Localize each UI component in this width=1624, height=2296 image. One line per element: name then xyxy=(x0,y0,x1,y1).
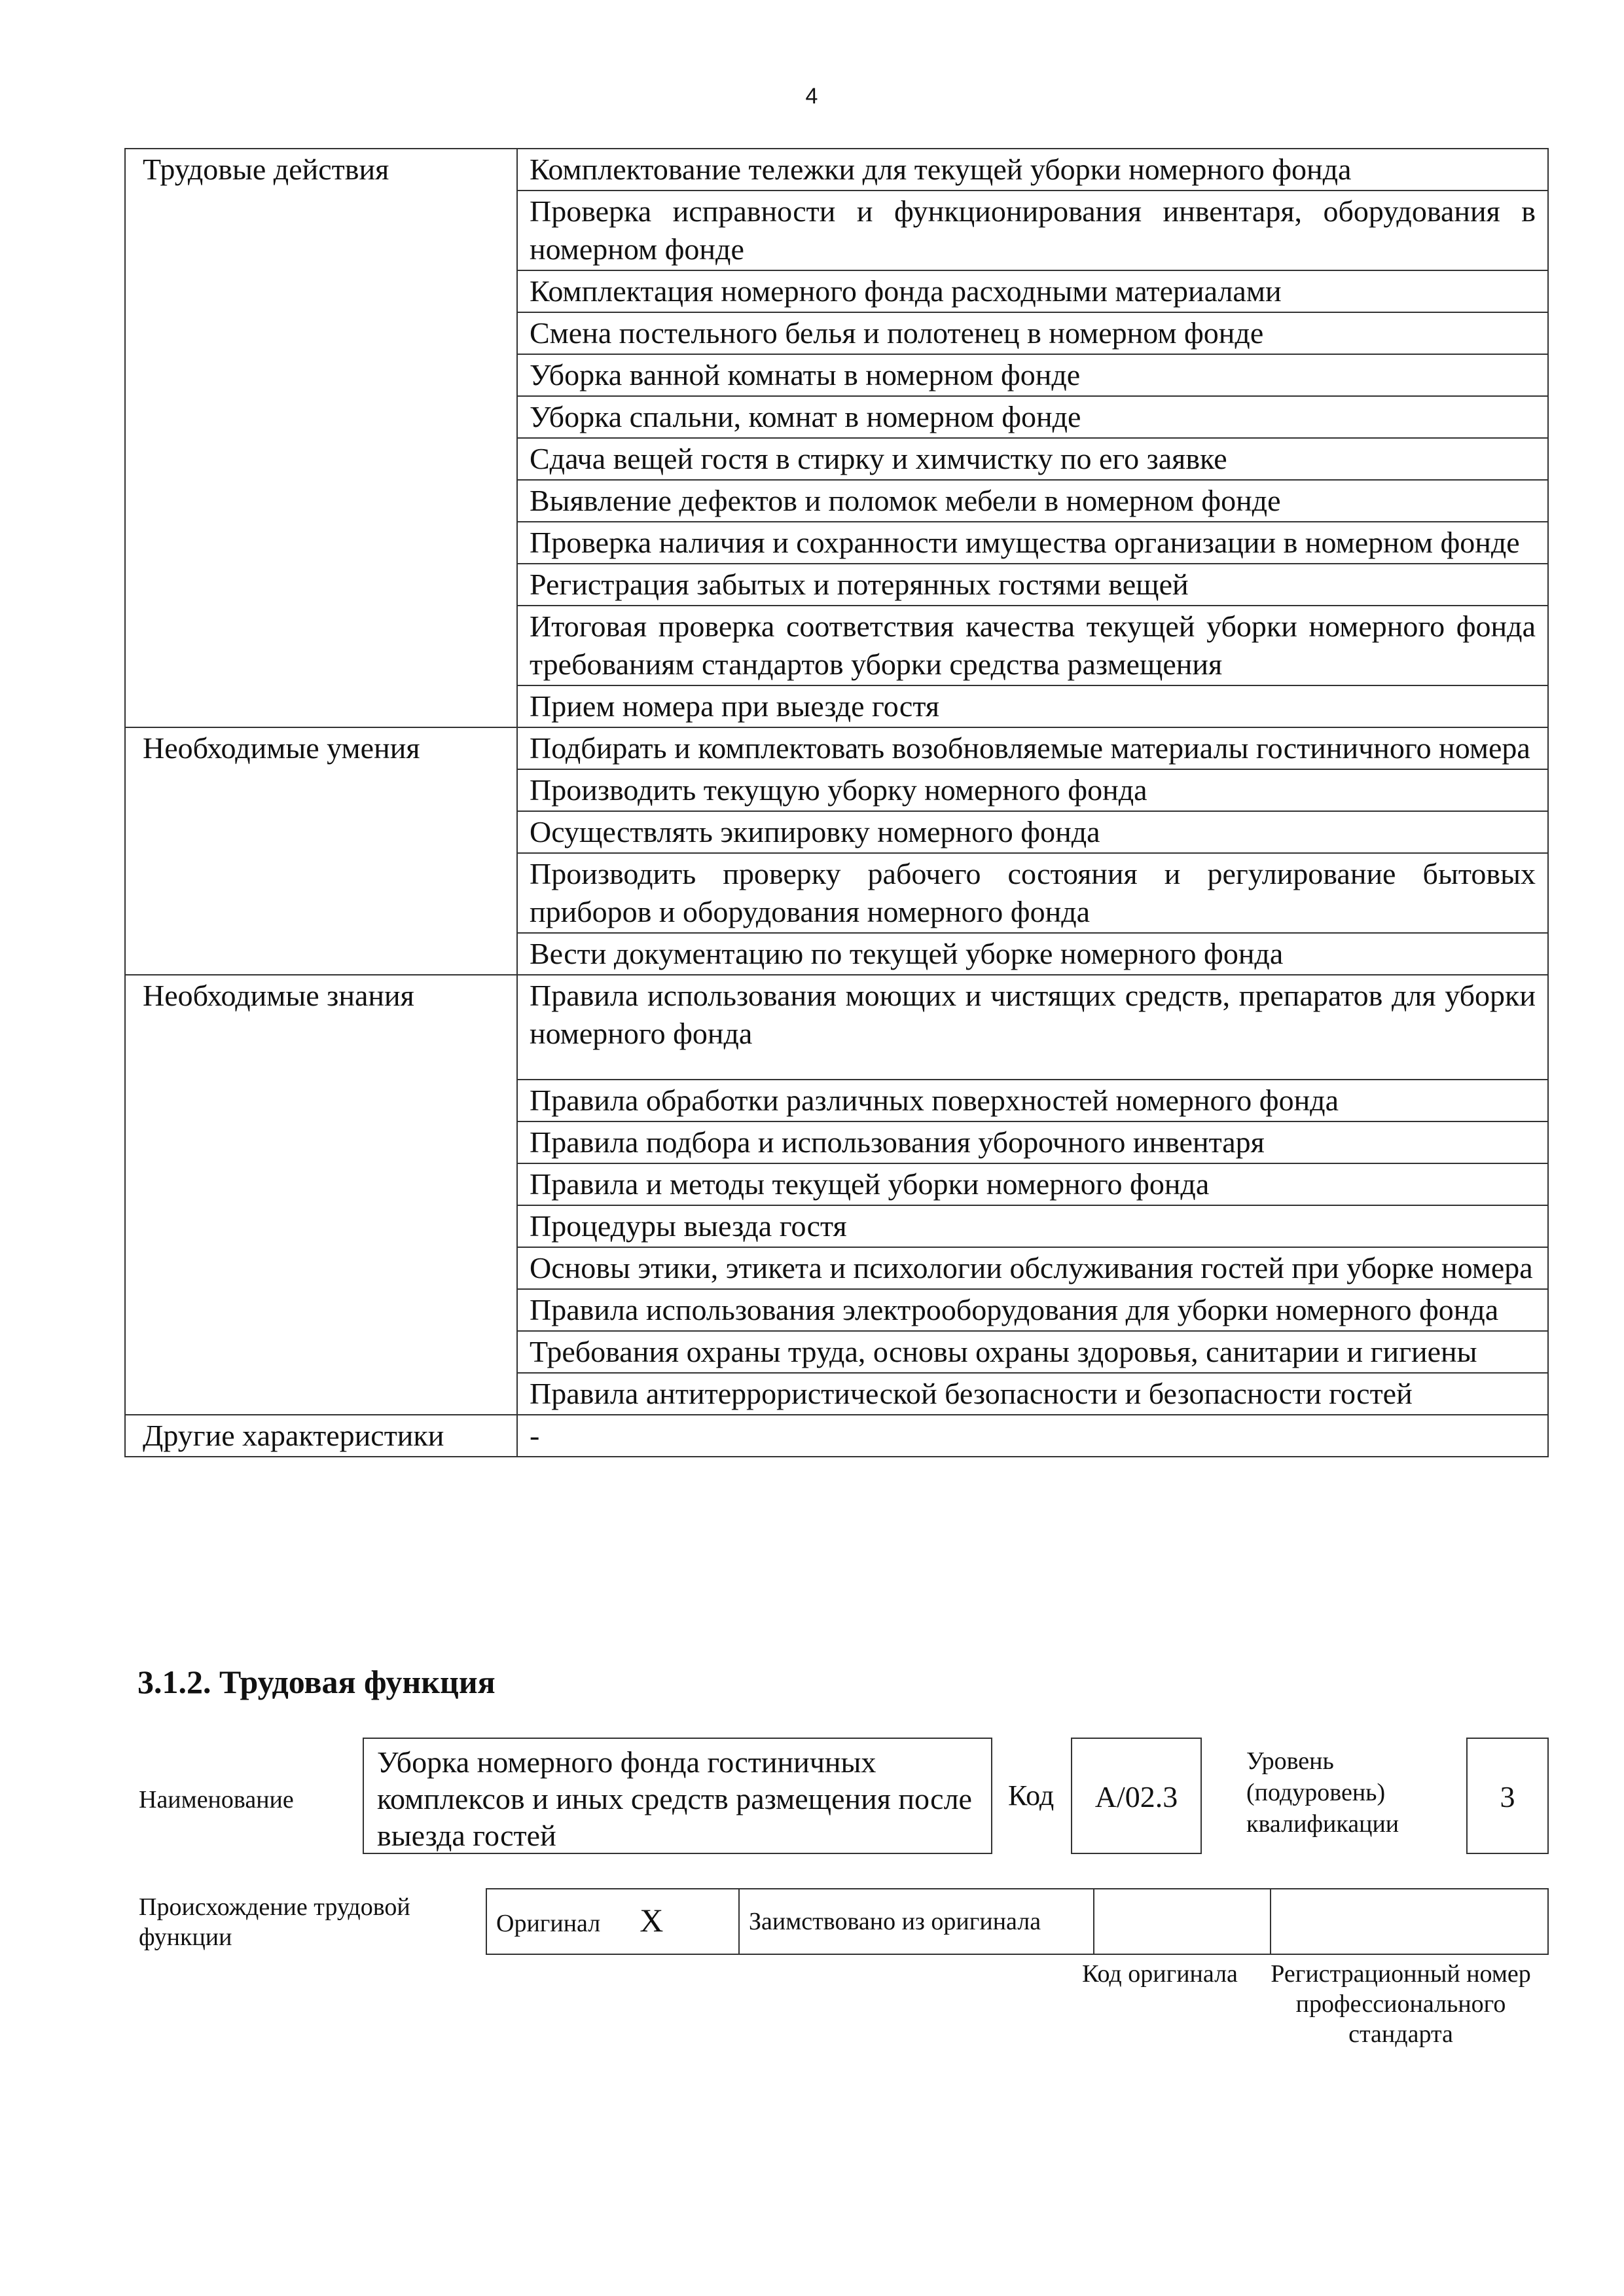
function-name-box: Уборка номерного фонда гостиничных комплексов и иных средств размещения после выезда гостей xyxy=(363,1738,992,1854)
description-cell: - xyxy=(517,1415,1548,1457)
description-cell: Правила использования электрооборудования для уборки номерного фонда xyxy=(517,1289,1548,1331)
qualification-level-box: 3 xyxy=(1466,1738,1549,1854)
description-cell: Производить текущую уборку номерного фонда xyxy=(517,769,1548,811)
description-cell: Уборка спальни, комнат в номерном фонде xyxy=(517,396,1548,438)
description-cell: Итоговая проверка соответствия качества текущей уборки номерного фонда требованиям стандартов уборки средства размещения xyxy=(517,606,1548,685)
description-cell: Правила антитеррористической безопасности и безопасности гостей xyxy=(517,1373,1548,1415)
description-cell: Осуществлять экипировку номерного фонда xyxy=(517,811,1548,853)
description-cell: Регистрация забытых и потерянных гостями вещей xyxy=(517,564,1548,606)
category-cell: Необходимые знания xyxy=(125,975,517,1415)
description-cell: Правила обработки различных поверхностей номерного фонда xyxy=(517,1080,1548,1121)
description-cell: Выявление дефектов и поломок мебели в номерном фонде xyxy=(517,480,1548,522)
description-cell: Вести документацию по текущей уборке номерного фонда xyxy=(517,933,1548,975)
description-cell: Проверка исправности и функционирования инвентаря, оборудования в номерном фонде xyxy=(517,191,1548,270)
origin-table xyxy=(486,1888,1549,1955)
description-cell: Правила подбора и использования уборочного инвентаря xyxy=(517,1121,1548,1163)
category-cell: Необходимые умения xyxy=(125,727,517,975)
description-cell: Сдача вещей гостя в стирку и химчистку по его заявке xyxy=(517,438,1548,480)
description-cell: Правила использования моющих и чистящих средств, препаратов для уборки номерного фонда xyxy=(517,975,1548,1080)
description-cell: Уборка ванной комнаты в номерном фонде xyxy=(517,354,1548,396)
function-name-label: Наименование xyxy=(139,1786,294,1813)
origin-label: Происхождение трудовой функции xyxy=(139,1893,410,1951)
page-number: 4 xyxy=(805,84,818,109)
description-cell: Комплектование тележки для текущей уборки номерного фонда xyxy=(517,149,1548,191)
description-cell: Требования охраны труда, основы охраны здоровья, санитарии и гигиены xyxy=(517,1331,1548,1373)
origin-code-cell xyxy=(1094,1889,1271,1954)
description-cell: Подбирать и комплектовать возобновляемые материалы гостиничного номера xyxy=(517,727,1548,769)
code-value-box: A/02.3 xyxy=(1071,1738,1202,1854)
section-title: 3.1.2. Трудовая функция xyxy=(137,1664,496,1700)
description-cell: Процедуры выезда гостя xyxy=(517,1205,1548,1247)
table-row xyxy=(125,975,1548,1080)
table-row xyxy=(125,727,1548,769)
description-cell: Комплектация номерного фонда расходными материалами xyxy=(517,270,1548,312)
qualification-level-label: Уровень (подуровень) квалификации xyxy=(1246,1747,1399,1838)
origin-reg-number-cell xyxy=(1271,1889,1548,1954)
table-row xyxy=(125,149,1548,191)
description-cell: Производить проверку рабочего состояния и регулирование бытовых приборов и оборудования номерного фонда xyxy=(517,853,1548,933)
category-cell: Другие характеристики xyxy=(125,1415,517,1457)
category-cell: Трудовые действия xyxy=(125,149,517,727)
table-row xyxy=(125,1415,1548,1457)
code-label: Код xyxy=(1008,1779,1055,1812)
caption-reg-number: Регистрационный номер профессионального стандарта xyxy=(1271,1960,1531,2048)
origin-original-label: Оригинал xyxy=(496,1909,601,1937)
description-cell: Прием номера при выезде гостя xyxy=(517,685,1548,727)
labor-function-table xyxy=(124,148,1549,1457)
description-cell: Смена постельного белья и полотенец в номерном фонде xyxy=(517,312,1548,354)
description-cell: Основы этики, этикета и психологии обслуживания гостей при уборке номера xyxy=(517,1247,1548,1289)
description-cell: Правила и методы текущей уборки номерного фонда xyxy=(517,1163,1548,1205)
caption-code-original: Код оригинала xyxy=(1082,1960,1238,1988)
description-cell: Проверка наличия и сохранности имущества организации в номерном фонде xyxy=(517,522,1548,564)
origin-original-cell xyxy=(486,1889,739,1954)
origin-x-mark: X xyxy=(640,1901,664,1939)
origin-borrowed-cell: Заимствовано из оригинала xyxy=(739,1889,1094,1954)
